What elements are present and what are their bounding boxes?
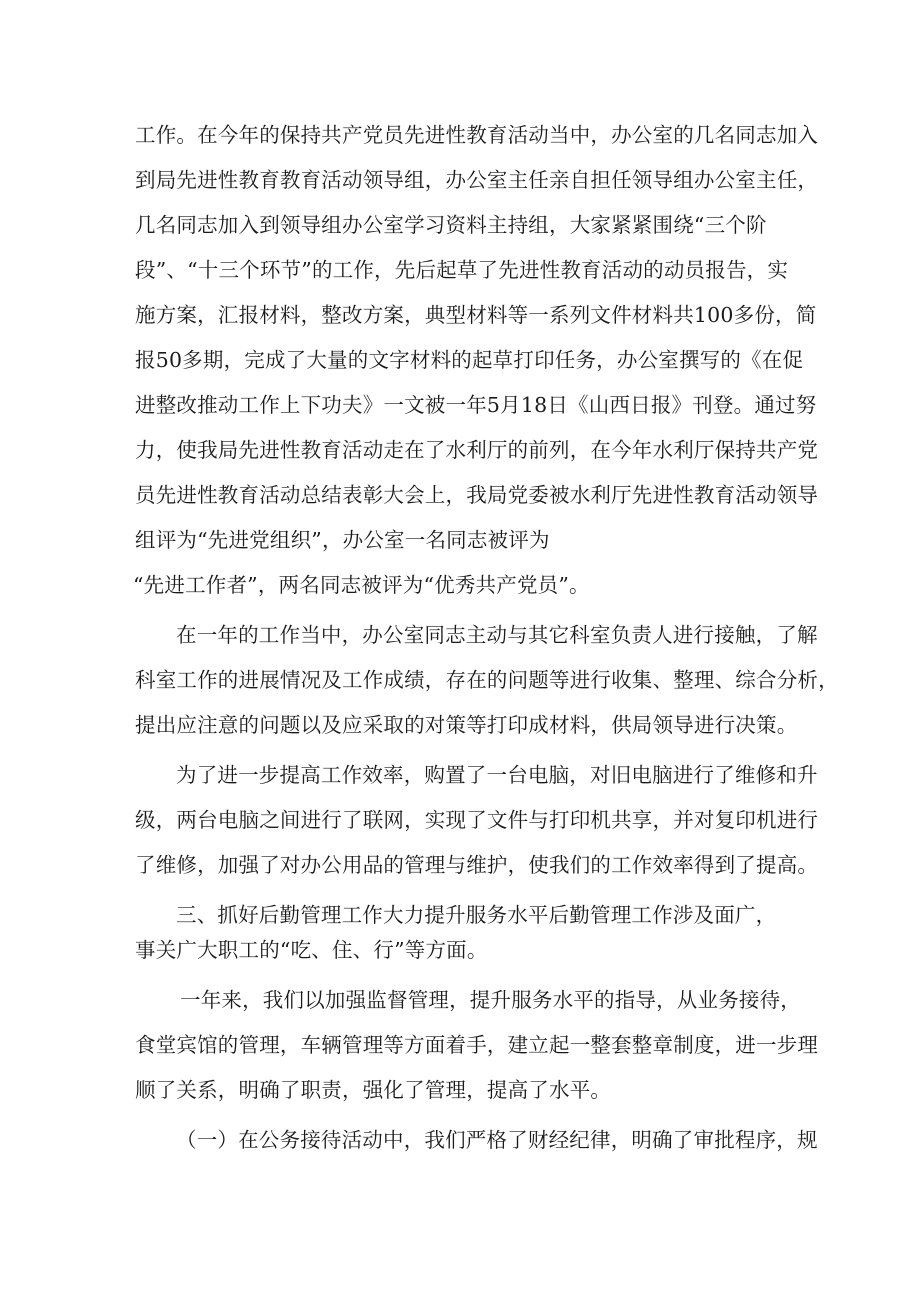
text-line: 员先进性教育活动总结表彰大会上，我局党委被水利厅先进性教育活动领导	[135, 483, 819, 507]
text-line: 力，使我局先进性教育活动走在了水利厅的前列，在今年水利厅保持共产党	[135, 438, 819, 462]
paragraph-start-line: 在一年的工作当中，办公室同志主动与其它科室负责人进行接触，了解	[176, 623, 818, 647]
section-heading-line: 事关广大职工的“吃、住、行”等方面。	[135, 938, 488, 962]
text-line: 顺了关系，明确了职责，强化了管理，提高了水平。	[135, 1078, 612, 1102]
text-line: 食堂宾馆的管理，车辆管理等方面着手，建立起一整套整章制度，进一步理	[135, 1033, 819, 1057]
text-line: “先进工作者”，两名同志被评为“优秀共产党员”。	[133, 573, 590, 597]
paragraph-start-line: 一年来，我们以加强监督管理，提升服务水平的指导，从业务接待，	[180, 988, 801, 1012]
text-line: 段”、“十三个环节”的工作，先后起草了先进性教育活动的动员报告，实	[135, 258, 789, 282]
text-line: 进整改推动工作上下功夫》一文被一年5月18日《山西日报》刊登。通过努	[135, 393, 817, 417]
text-line: 提出应注意的问题以及应采取的对策等打印成材料，供局领导进行决策。	[135, 713, 798, 737]
text-line: 几名同志加入到领导组办公室学习资料主持组，大家紧紧围绕“三个阶	[135, 213, 767, 237]
text-line: 施方案，汇报材料，整改方案，典型材料等一系列文件材料共100多份，简	[135, 303, 817, 327]
paragraph-start-line: （一）在公务接待活动中，我们严格了财经纪律，明确了审批程序，规	[176, 1128, 818, 1152]
text-line: 报50多期，完成了大量的文字材料的起草打印任务，办公室撰写的《在促	[135, 348, 804, 372]
text-line: 科室工作的进展情况及工作成绩，存在的问题等进行收集、整理、综合分析，	[135, 668, 839, 692]
text-line: 到局先进性教育教育活动领导组，办公室主任亲自担任领导组办公室主任，	[135, 168, 819, 192]
section-heading-line: 三、抓好后勤管理工作大力提升服务水平后勤管理工作涉及面广，	[176, 903, 777, 927]
text-line: 级，两台电脑之间进行了联网，实现了文件与打印机共享，并对复印机进行	[135, 808, 819, 832]
text-line: 组评为“先进党组织”，办公室一名同志被评为	[135, 528, 550, 552]
text-line: 工作。在今年的保持共产党员先进性教育活动当中，办公室的几名同志加入	[135, 123, 819, 147]
text-line: 了维修，加强了对办公用品的管理与维护，使我们的工作效率得到了提高。	[135, 853, 819, 877]
paragraph-start-line: 为了进一步提高工作效率，购置了一台电脑，对旧电脑进行了维修和升	[176, 763, 818, 787]
